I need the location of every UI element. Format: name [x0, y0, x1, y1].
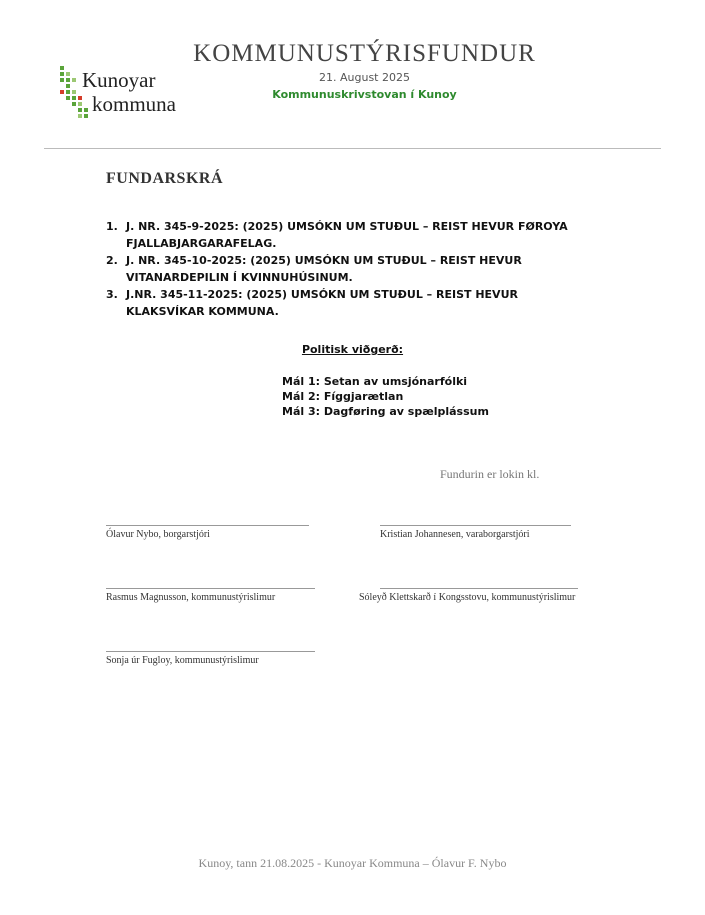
logo-text-line2: kommuna [92, 92, 176, 116]
signature-line [106, 525, 309, 526]
signature-name: Kristian Johannesen, varaborgarstjóri [380, 529, 530, 540]
agenda-list [106, 218, 596, 320]
agenda-item-number: 2. [106, 254, 118, 267]
office-name: Kommunuskrivstovan í Kunoy [272, 88, 457, 101]
political-item: Mál 2: Fíggjarætlan [282, 390, 404, 403]
meeting-date: 21. August 2025 [319, 71, 410, 84]
signature-line [380, 588, 578, 589]
political-item: Mál 1: Setan av umsjónarfólki [282, 375, 468, 388]
closing-text: Fundurin er lokin kl. [440, 467, 540, 481]
political-list [282, 374, 489, 419]
agenda-item [106, 252, 596, 286]
agenda-heading: FUNDARSKRÁ [106, 170, 223, 187]
agenda-item-text: J. NR. 345-10-2025: (2025) UMSÓKN UM STUÐUL – REIST HEVUR VITANARDEPILIN Í KVINNUHÚSINUM. [126, 254, 522, 284]
document-title: KOMMUNUSTÝRISFUNDUR [193, 40, 536, 67]
signature-line [380, 525, 571, 526]
page-footer: Kunoy, tann 21.08.2025 - Kunoyar Kommuna – Ólavur F. Nybo [198, 856, 507, 870]
signature-line [106, 588, 315, 589]
agenda-item-text: J. NR. 345-9-2025: (2025) UMSÓKN UM STUÐUL – REIST HEVUR FØROYA FJALLABJARGARAFELAG. [126, 220, 568, 250]
agenda-item-number: 1. [106, 220, 118, 233]
agenda-item-text: J.NR. 345-11-2025: (2025) UMSÓKN UM STUÐUL – REIST HEVUR KLAKSVÍKAR KOMMUNA. [126, 288, 518, 318]
logo-text-line1: Kunoyar [82, 68, 156, 92]
political-item: Mál 3: Dagføring av spælplássum [282, 405, 489, 418]
signature-name: Sóleyð Klettskarð í Kongsstovu, kommunustýrislimur [359, 592, 576, 603]
political-heading: Politisk viðgerð: [301, 343, 404, 356]
signature-line [106, 651, 315, 652]
signature-name: Ólavur Nybo, borgarstjóri [106, 529, 210, 540]
agenda-item [106, 286, 596, 320]
signature-name: Sonja úr Fugloy, kommunustýrislimur [106, 655, 259, 666]
signature-name: Rasmus Magnusson, kommunustýrislimur [106, 592, 276, 603]
agenda-item [106, 218, 596, 252]
header-divider [44, 148, 661, 149]
agenda-item-number: 3. [106, 288, 118, 301]
